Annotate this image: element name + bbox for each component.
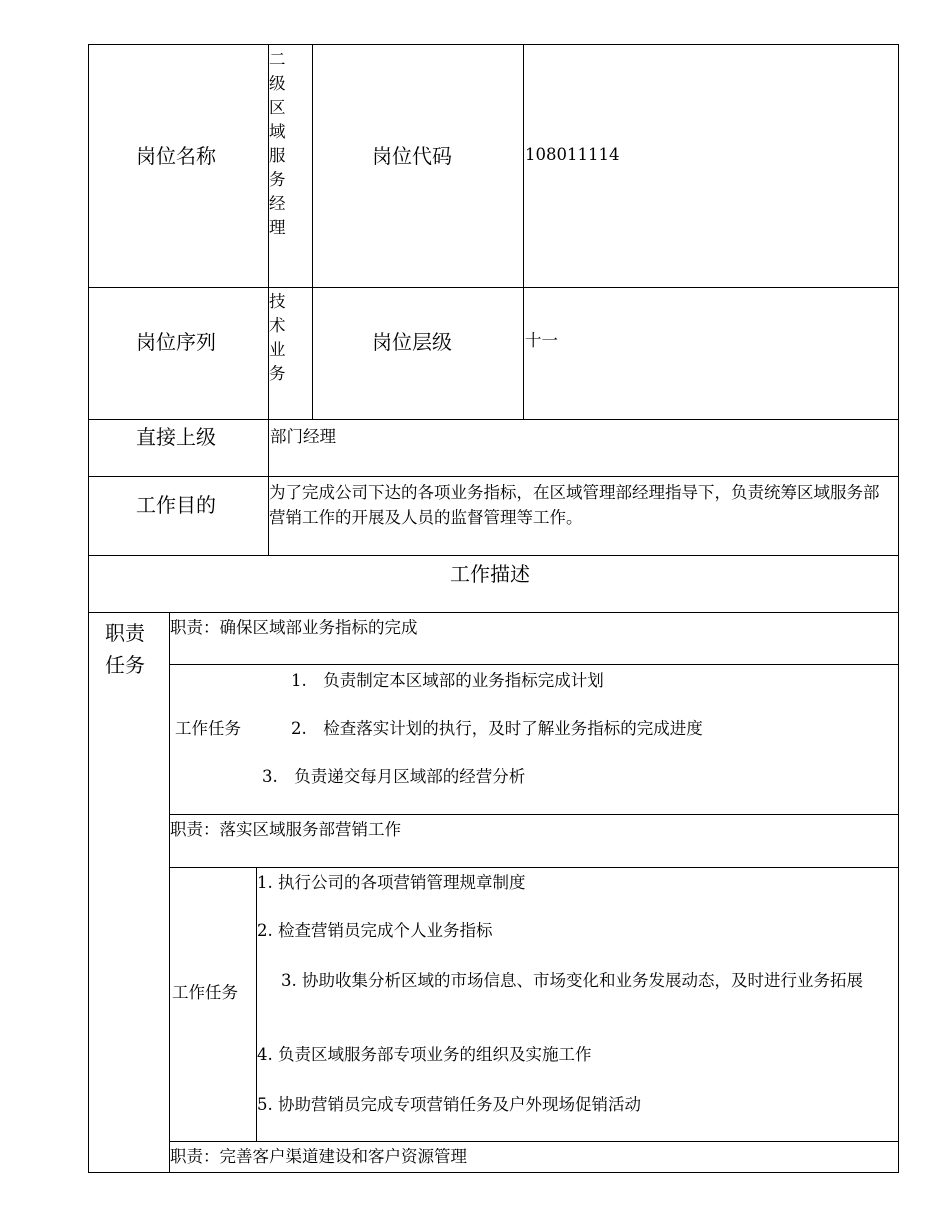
duty-2-task-5: 5. 协助营销员完成专项营销任务及户外现场促销活动 [257, 1095, 641, 1114]
duty-3-title: 职责：完善客户渠道建设和客户资源管理 [170, 1147, 467, 1166]
duty-1-task-1: 1. 负责制定本区域部的业务指标完成计划 [291, 671, 604, 690]
post-name-label: 岗位名称 [136, 144, 216, 168]
duty-1-task-3: 3. 负责递交每月区域部的经营分析 [262, 767, 526, 786]
duty-2-task-2: 2. 检查营销员完成个人业务指标 [257, 921, 493, 940]
post-level-value: 十一 [525, 331, 558, 350]
post-code-label: 岗位代码 [372, 144, 452, 168]
post-level-label: 岗位层级 [372, 330, 452, 354]
post-code-value: 108011114 [525, 145, 620, 164]
description-title: 工作描述 [450, 562, 530, 586]
post-name-value: 二级区域服务经理 [269, 50, 286, 237]
purpose-value: 为了完成公司下达的各项业务指标，在区域管理部经理指导下，负责统筹区域服务部营销工作的开展及人员的监督管理等工作。 [269, 483, 880, 527]
post-sequence-value: 技术业务 [269, 292, 286, 383]
duty-2-title: 职责：落实区域服务部营销工作 [170, 820, 401, 839]
superior-label: 直接上级 [136, 425, 216, 449]
duty-1-task-label: 工作任务 [175, 719, 241, 738]
duty-2-task-label: 工作任务 [172, 983, 238, 1002]
duty-1-task-2: 2. 检查落实计划的执行，及时了解业务指标的完成进度 [291, 719, 703, 738]
duty-1-title: 职责：确保区域部业务指标的完成 [170, 618, 418, 637]
duty-2-task-3: 3. 协助收集分析区域的市场信息、市场变化和业务发展动态，及时进行业务拓展 [281, 971, 863, 990]
duty-2-task-4: 4. 负责区域服务部专项业务的组织及实施工作 [257, 1045, 592, 1064]
superior-value: 部门经理 [270, 427, 336, 446]
post-sequence-label: 岗位序列 [136, 330, 216, 354]
duties-side-label: 职责任务 [105, 621, 145, 677]
duty-2-task-1: 1. 执行公司的各项营销管理规章制度 [257, 873, 526, 892]
purpose-label: 工作目的 [136, 493, 216, 517]
